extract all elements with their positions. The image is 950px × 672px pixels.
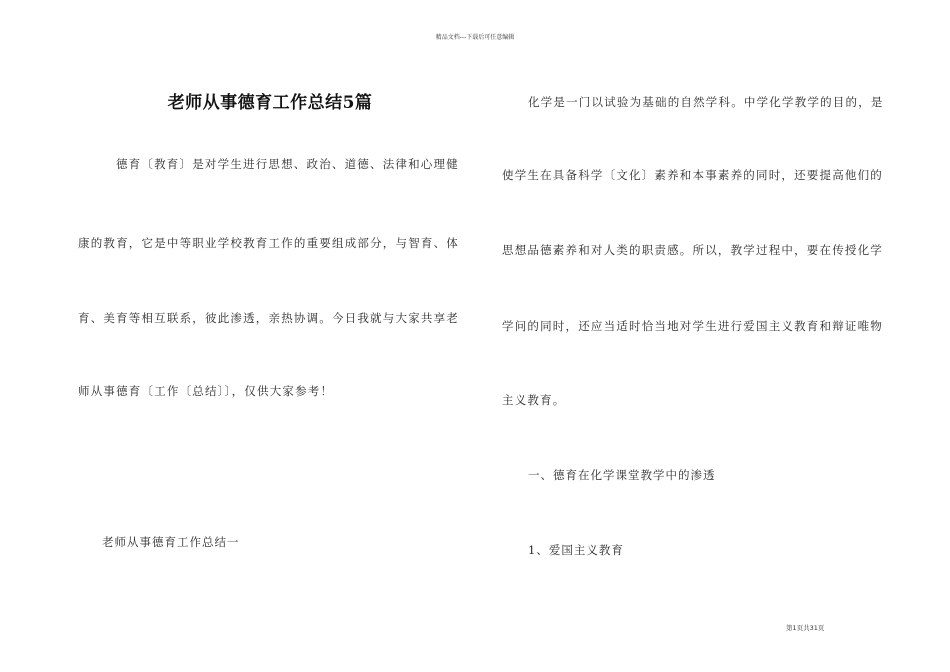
item-heading: 1、爱国主义教育 [528, 543, 624, 557]
right-column [502, 0, 888, 672]
paragraph-line: 使学生在具备科学〔文化〕素养和本事素养的同时，还要提高他们的 [502, 168, 883, 182]
paragraph-line: 思想品德素养和对人类的职责感。所以，教学过程中，要在传授化学 [502, 243, 883, 257]
paragraph-line: 育、美育等相互联系，彼此渗透，亲热协调。今日我就与大家共享老 [78, 311, 459, 325]
paragraph-line: 师从事德育〔工作〔总结〕〕，仅供大家参考！ [78, 384, 334, 398]
document-title: 老师从事德育工作总结5篇 [167, 93, 373, 113]
paragraph-line: 主义教育。 [502, 393, 566, 407]
paragraph-line: 德育〔教育〕是对学生进行思想、政治、道德、法律和心理健 [116, 157, 459, 171]
header-note: 精品文档---下载后可任意编辑 [435, 34, 515, 41]
page-indicator: 第1页共31页 [786, 624, 825, 632]
section-heading: 一、德育在化学课堂教学中的渗透 [528, 468, 716, 482]
subheading: 老师从事德育工作总结一 [102, 535, 240, 549]
paragraph-line: 学问的同时，还应当适时恰当地对学生进行爱国主义教育和辩证唯物 [502, 319, 883, 333]
paragraph-line: 康的教育，它是中等职业学校教育工作的重要组成部分，与智育、体 [78, 236, 459, 250]
left-column [78, 0, 462, 672]
paragraph-line: 化学是一门以试验为基础的自然学科。中学化学教学的目的，是 [528, 95, 884, 109]
